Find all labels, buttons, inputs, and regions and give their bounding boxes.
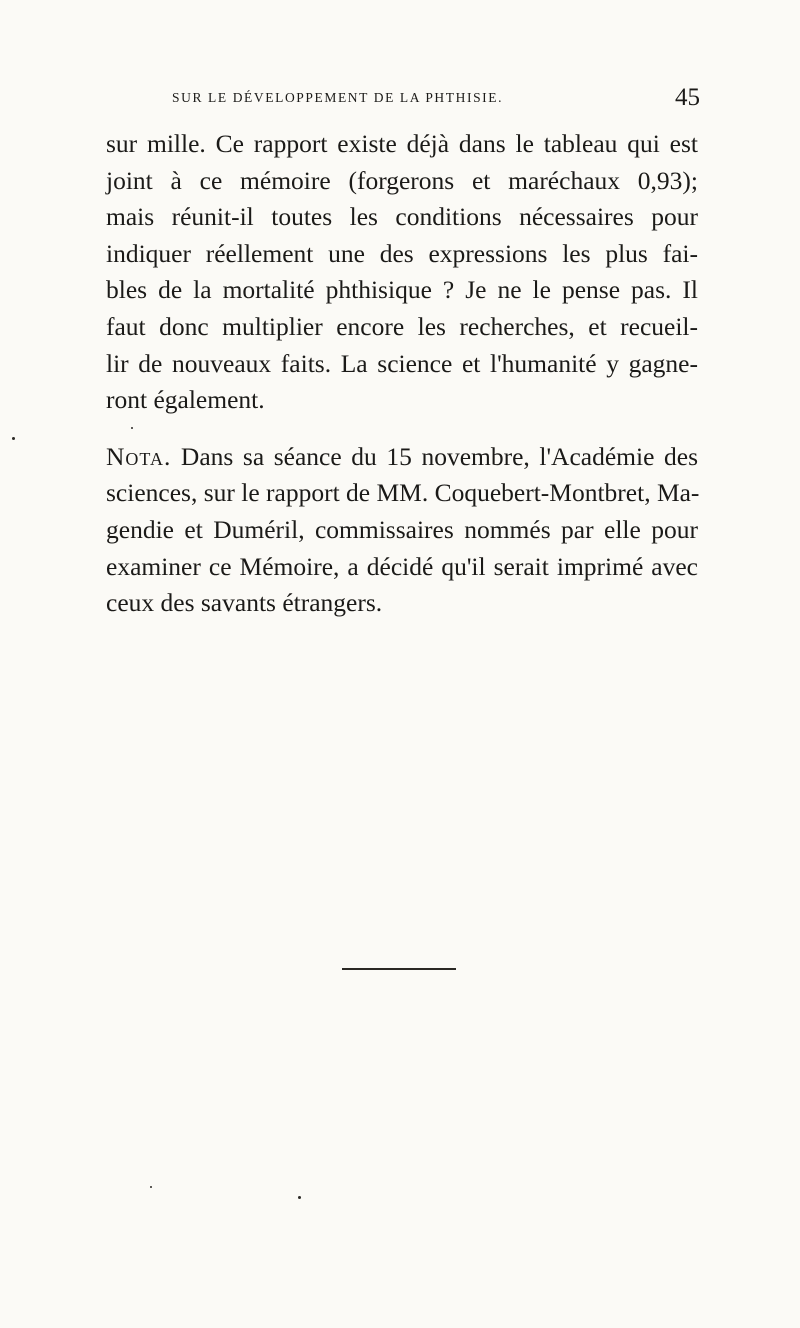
text-line: indiquer réellement une des expressions les plus fai- (106, 238, 698, 268)
ink-speck (12, 437, 15, 440)
text-line: examiner ce Mémoire, a décidé qu'il serait imprimé avec (106, 551, 698, 581)
end-rule (342, 968, 456, 970)
text-line: ceux des savants étrangers. (106, 588, 383, 618)
text-line: ront également. (106, 385, 265, 415)
text-line: sciences, sur le rapport de MM. Coquebert-Montbret, Ma- (106, 478, 700, 508)
text-line: mais réunit-il toutes les conditions nécessaires pour (106, 202, 698, 232)
body-text (106, 126, 698, 622)
text-line: gendie et Duméril, commissaires nommés par elle pour (106, 514, 698, 544)
text-line: bles de la mortalité phthisique ? Je ne le pense pas. Il (106, 275, 698, 305)
text-line: lir de nouveaux faits. La science et l'humanité y gagne- (106, 348, 698, 378)
note-first-line-text: Dans sa séance du 15 novembre, l'Académie des (171, 441, 698, 471)
paragraph-gap (106, 419, 698, 439)
note-first-line (106, 439, 698, 476)
running-head (140, 84, 700, 112)
text-line: faut donc multiplier encore les recherches, et recueil- (106, 311, 698, 341)
text-line: sur mille. Ce rapport existe déjà dans le tableau qui est (106, 129, 698, 158)
ink-speck (150, 1186, 152, 1188)
note-label: Nota. (106, 441, 172, 471)
text-line: joint à ce mémoire (forgerons et maréchaux 0,93); (106, 165, 698, 195)
ink-speck (131, 427, 133, 429)
page-number: 45 (675, 84, 700, 111)
running-title: SUR LE DÉVELOPPEMENT DE LA PHTHISIE. (172, 90, 504, 105)
ink-speck (298, 1196, 301, 1199)
